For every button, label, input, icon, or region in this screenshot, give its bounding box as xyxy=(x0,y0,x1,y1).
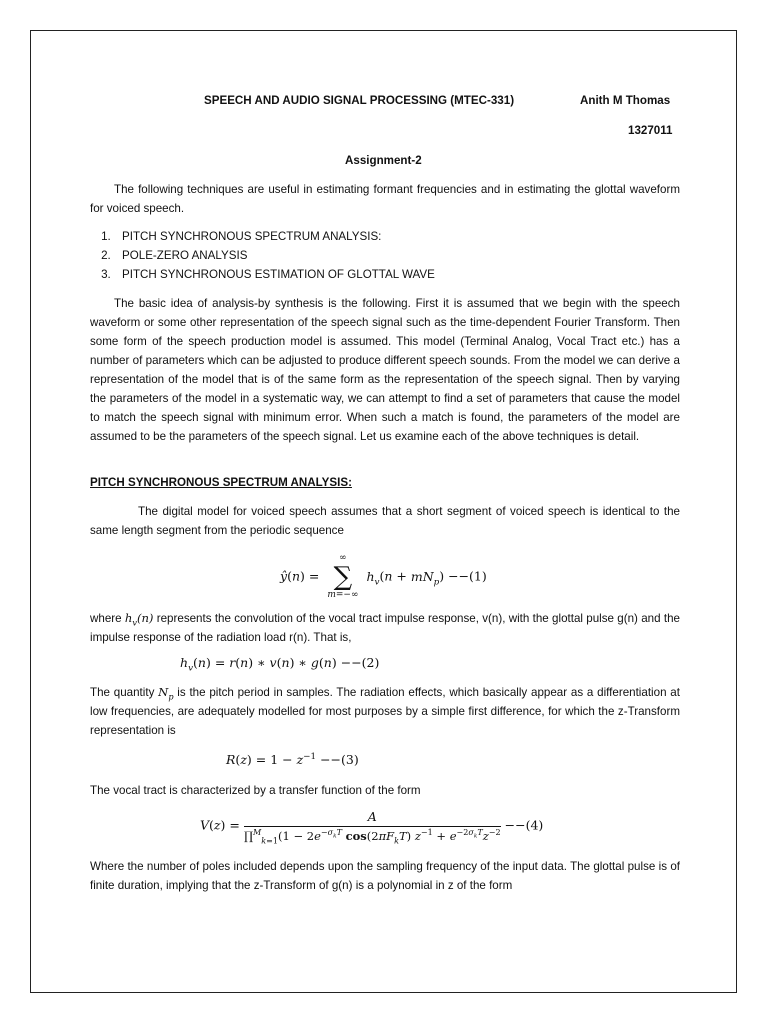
intro-paragraph: The following techniques are useful in estimating formant frequencies and in estimating the glottal waveform for voiced speech. xyxy=(90,183,680,215)
list-item: 2. POLE-ZERO ANALYSIS xyxy=(114,246,680,265)
poles-paragraph: Where the number of poles included depends upon the sampling frequency of the input data. The glottal pulse is of finite duration, implying that the z-Transform of g(n) is a polynomial in z of the form xyxy=(90,860,680,892)
quantity-paragraph xyxy=(90,683,680,740)
equation-4: V(z) = $\frac{A}{\prod^M_{k=1}(1 - 2e^{-\sigma_kT} \cos(2\pi F_kT) z^{-1} + e^{-2\sigma_kT}z^{-2}}$ −−(4) xyxy=(200,809,544,846)
equation-2: $h_v(n) = r(n)$ ∗ v(n) ∗ g(n) −−(2) xyxy=(180,655,380,674)
np-symbol: $N_p$ xyxy=(158,685,174,702)
section-title: PITCH SYNCHRONOUS SPECTRUM ANALYSIS: xyxy=(90,476,352,489)
transfer-fraction: $\frac{A}{\prod^M_{k=1}(1 - 2e^{-\sigma_kT} \cos(2\pi F_kT) z^{-1} + e^{-2\sigma_kT}z^{-2}}$ xyxy=(243,809,501,846)
where-paragraph xyxy=(90,609,680,647)
where-text-rest: represents the convolution of the vocal tract impulse response, v(n), with the glottal pulse g(n) and the impulse response of the radiation load r(n). That is, xyxy=(90,612,680,644)
eq4-tag: −−(4) xyxy=(504,817,544,833)
vocal-tract-paragraph: The vocal tract is characterized by a transfer function of the form xyxy=(90,784,421,797)
course-title: SPEECH AND AUDIO SIGNAL PROCESSING (MTEC-331) xyxy=(204,94,515,107)
author-name: Anith M Thomas xyxy=(580,94,671,107)
techniques-list xyxy=(90,227,680,284)
section-paragraph: The digital model for voiced speech assumes that a short segment of voiced speech is identical to the same length segment from the periodic sequence xyxy=(90,505,680,537)
list-item: 3. PITCH SYNCHRONOUS ESTIMATION OF GLOTTAL WAVE xyxy=(114,265,680,284)
equation-1: ŷ(n) = ∞ ∑ m=−∞ $h_v(n + mN_p) --(1)$ xyxy=(280,553,487,600)
list-item: 1. PITCH SYNCHRONOUS SPECTRUM ANALYSIS: xyxy=(114,227,680,246)
eq2-tag: −−(2) xyxy=(340,655,380,670)
where-text: where xyxy=(90,612,122,625)
roll-number: 1327011 xyxy=(628,124,673,137)
hv-symbol: $h_v(n)$ xyxy=(124,611,154,628)
quantity-text-rest: is the pitch period in samples. The radiation effects, which basically appear as a differentiation at low frequencies, are adequately modelled for most purposes by a simple first difference, for which the z-Transform representation is xyxy=(90,686,680,737)
summation-symbol: ∞ ∑ m=−∞ xyxy=(327,553,359,600)
eq1-tag: −−(1) xyxy=(448,568,487,584)
eq3-tag: −−(3) xyxy=(320,752,359,767)
quantity-text: The quantity xyxy=(90,686,155,699)
equation-3: $R(z) = 1 - z^{-1} --(3)$ xyxy=(226,751,359,767)
assignment-title: Assignment-2 xyxy=(345,154,422,167)
analysis-paragraph: The basic idea of analysis-by synthesis is the following. First it is assumed that we begin with the speech waveform or some other representation of the speech signal such as the time-dependent Fourier Transform. Then some form of the speech production model is assumed. This model (Terminal Analog, Vocal Tract etc.) has a number of parameters which can be adjusted to produce different speech sounds. From the model we can derive a representation of the model that is of the same form as the representation of the speech signal. Then by varying the parameters of the model in a systematic way, we can attempt to find a set of parameters that cause the model to match the speech signal with minimum error. When such a match is found, the parameters of the model are assumed to be the parameters of the speech signal. Let us examine each of the above techniques is detail. xyxy=(90,297,680,443)
